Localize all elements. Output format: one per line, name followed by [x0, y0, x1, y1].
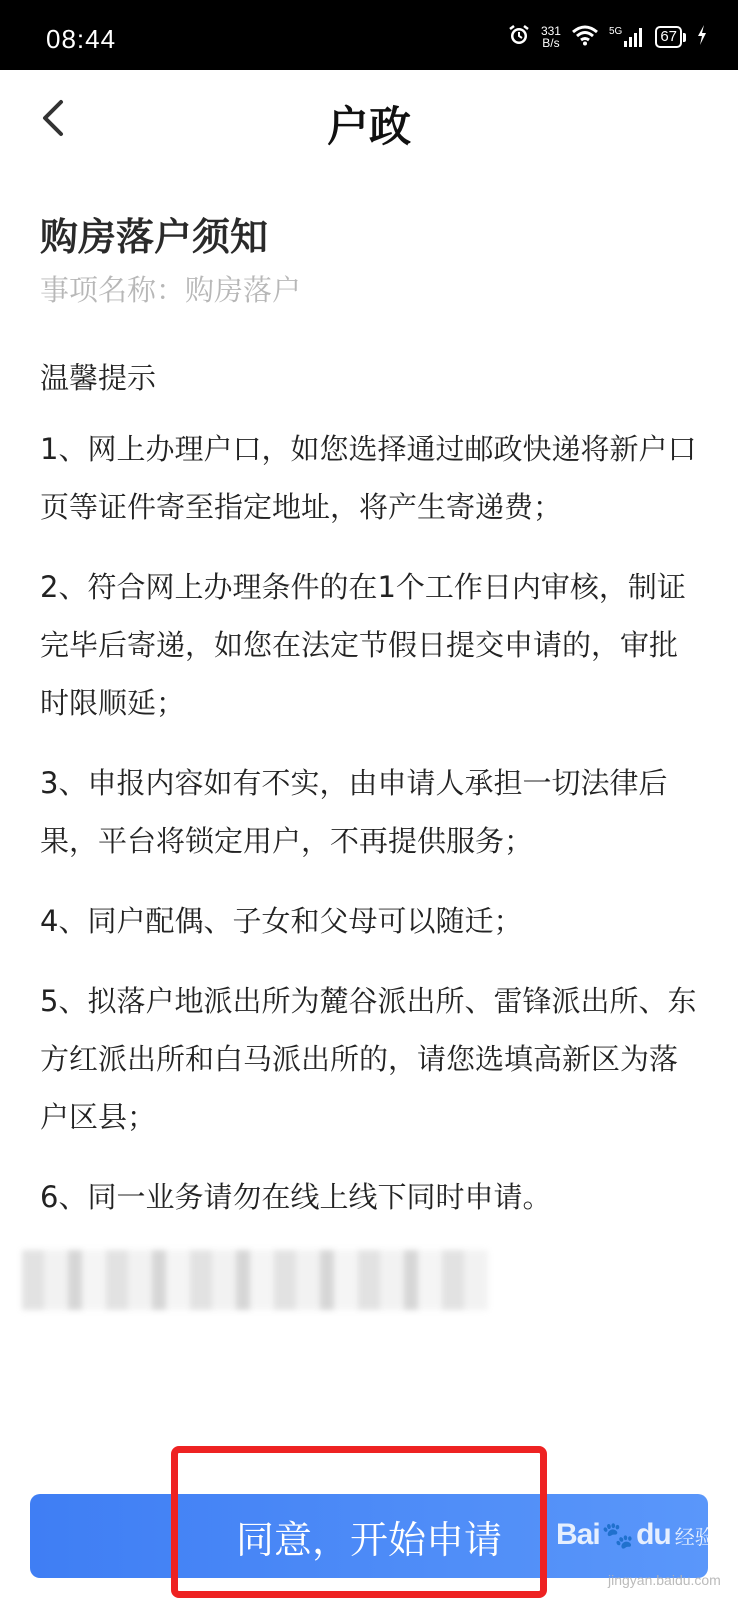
rule-item: 6、同一业务请勿在线上线下同时申请。: [40, 1180, 552, 1214]
battery-level: 67: [655, 26, 682, 48]
status-bar: [0, 0, 738, 70]
signal-icon: [609, 26, 645, 48]
charging-icon: [696, 24, 708, 50]
watermark-url: jingyan.baidu.com: [608, 1572, 721, 1588]
watermark-brand: Bai: [556, 1518, 600, 1551]
status-time: 08:44: [46, 24, 117, 54]
tip-heading: 温馨提示: [40, 361, 157, 395]
watermark-brand-suffix: du: [636, 1518, 671, 1551]
rules-list: [40, 420, 700, 1226]
notice-content: [40, 210, 700, 1248]
nav-bar: [0, 70, 738, 170]
rule-item: 4、同户配偶、子女和父母可以随迁；: [40, 904, 523, 938]
rule-item: 2、符合网上办理条件的在1个工作日内审核，制证完毕后寄递，如您在法定节假日提交申请的，审批时限顺延；: [40, 570, 686, 720]
paw-icon: 🐾: [601, 1519, 635, 1550]
page-title: 户政: [326, 102, 411, 151]
network-type: 5G: [608, 26, 623, 37]
speed-unit: B/s: [542, 36, 560, 50]
agree-start-button[interactable]: 同意，开始申请: [30, 1494, 708, 1578]
rule-item: 1、网上办理户口，如您选择通过邮政快递将新户口页等证件寄至指定地址，将产生寄递费；: [40, 432, 697, 524]
notice-title: 购房落户须知: [40, 215, 269, 259]
speed-value: 331: [540, 24, 561, 38]
item-name-value: 购房落户: [185, 273, 302, 307]
battery-icon: [655, 26, 686, 48]
alarm-icon: [507, 23, 531, 51]
item-name-label: 事项名称：: [40, 273, 186, 307]
rule-item: 5、拟落户地派出所为麓谷派出所、雷锋派出所、东方红派出所和白马派出所的，请您选填高新区为落户区县；: [40, 984, 697, 1134]
redacted-text: [22, 1250, 488, 1310]
item-name: [40, 268, 700, 312]
status-icons: [507, 22, 708, 52]
battery-cap: [683, 33, 686, 42]
baidu-watermark: [556, 1510, 715, 1560]
watermark-brand-cn: 经验: [674, 1526, 715, 1549]
wifi-icon: [571, 24, 599, 50]
network-speed: [541, 25, 561, 49]
rule-item: 3、申报内容如有不实，由申请人承担一切法律后果，平台将锁定用户，不再提供服务；: [40, 766, 668, 858]
